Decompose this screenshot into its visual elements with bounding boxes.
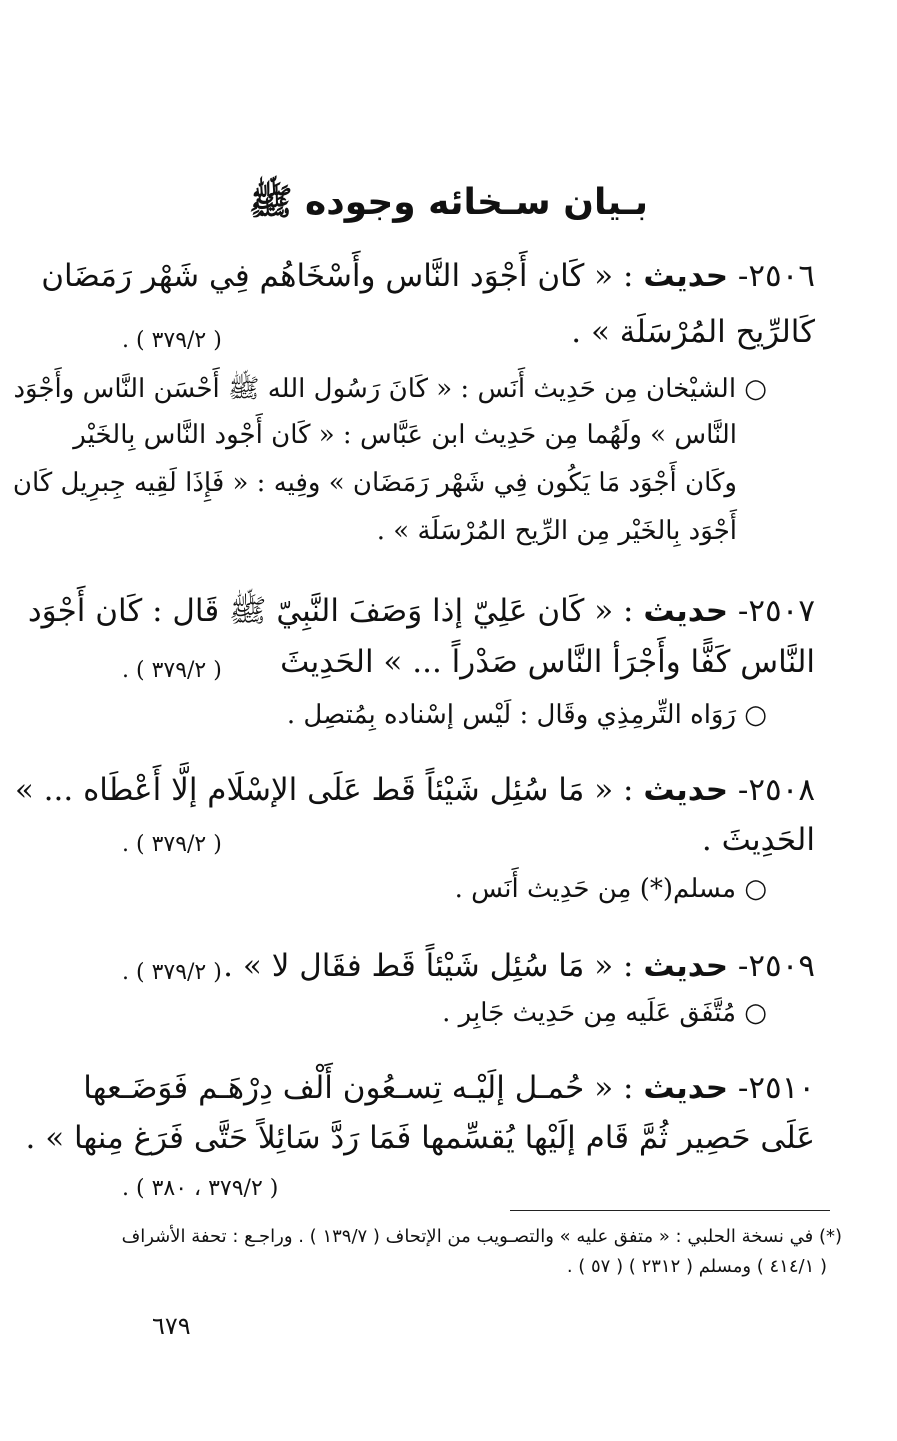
hadith-label: حديث [643, 948, 729, 984]
entry-2510-line-1 [83, 1070, 815, 1106]
entry-text: : « مَا سُئِل شَيْئاً قَط عَلَى الإسْلَام إلَّا أَعْطَاه ... » [14, 772, 634, 808]
entry-number: ٢٥١٠- [737, 1070, 815, 1106]
entry-number: ٢٥٠٦- [737, 258, 815, 294]
entry-text: : « مَا سُئِل شَيْئاً قَط فقَال لا » . [223, 948, 634, 984]
entry-2506-note-1: ○ الشيْخان مِن حَدِيث أَنَس : « كَانَ رَسُول الله ﷺ أَحْسَن النَّاس وأَجْوَد [13, 374, 767, 404]
entry-2506-line-2 [120, 314, 815, 350]
entry-text: عَلَى حَصِير ثُمَّ قَام إلَيْها يُقسِّمها فَمَا رَدَّ سَائِلاً حَتَّى فَرَغ مِنها » . [25, 1120, 815, 1156]
entry-text: : « كَان عَلِيّ إذا وَصَفَ النَّبِيّ ﷺ قَال : كَان أَجْوَد [27, 593, 634, 629]
entry-text: الحَدِيثَ . [701, 822, 815, 858]
footnote-line-2: ( ٤١٤/١ ) ومسلم ( ٢٣١٢ ) ( ٥٧ ) . [566, 1256, 827, 1277]
entry-2507-line-2 [120, 644, 815, 680]
entry-text: : « حُمـل إلَيْـه تِسـعُون أَلْف دِرْهَـم فَوَضَـعها [83, 1070, 634, 1106]
entry-text: النَّاس كَفًّا وأَجْرَأ النَّاس صَدْراً ... » الحَدِيثَ [280, 644, 815, 680]
footnote-line-1: (*) في نسخة الحلبي : « متفق عليه » والتصـويب من الإتحاف ( ١٣٩/٧ ) . وراجـع : تحفة الأشراف [121, 1226, 842, 1247]
entry-2508-line-2 [120, 822, 815, 858]
page-number: ٦٧٩ [152, 1312, 191, 1340]
entry-2507-ref: ( ٣٧٩/٢ ) . [122, 658, 222, 683]
entry-2506-note-2: النَّاس » ولَهُما مِن حَدِيث ابن عَبَّاس : « كَان أَجْود النَّاس بِالخَيْر [73, 420, 737, 450]
entry-2507-line-1 [27, 592, 815, 637]
entry-2509-ref: ( ٣٧٩/٢ ) . [122, 960, 222, 985]
entry-2509-note-1: ○ مُتَّفَق عَلَيه مِن حَدِيث جَابِر . [442, 998, 767, 1028]
entry-2508-note-1: ○ مسلم(*) مِن حَدِيث أَنَس . [454, 874, 767, 904]
footnote-rule [510, 1210, 830, 1211]
entry-2510-ref: ( ٣٧٩/٢ ، ٣٨٠ ) . [122, 1176, 279, 1201]
hadith-label: حديث [643, 772, 729, 808]
entry-number: ٢٥٠٩- [737, 948, 815, 984]
entry-2508-line-1 [14, 772, 815, 808]
entry-2507-note-1: ○ رَوَاه التِّرمِذِي وقَال : لَيْس إسْناده بِمُتصِل . [286, 700, 767, 730]
entry-number: ٢٥٠٨- [737, 772, 815, 808]
entry-2506-line-1: ٢٥٠٦- حديث : « كَان أَجْوَد النَّاس وأَسْخَاهُم فِي شَهْر رَمَضَان [41, 258, 815, 294]
entry-text: « كَان أَجْوَد النَّاس وأَسْخَاهُم فِي شَهْر رَمَضَان [41, 258, 614, 294]
hadith-label: حديث [643, 1070, 729, 1106]
hadith-label: حديث [643, 593, 729, 629]
entry-text: كَالرِّيح المُرْسَلَة » . [571, 314, 815, 350]
entry-number: ٢٥٠٧- [737, 593, 815, 629]
entry-2509-line-1 [120, 948, 815, 984]
section-title: بـيان سـخائه وجوده ﷺ [249, 182, 648, 223]
entry-2506-ref: ( ٣٧٩/٢ ) . [122, 328, 222, 353]
entry-2510-line-2 [25, 1120, 815, 1156]
hadith-label: حديث [643, 258, 729, 294]
entry-2506-note-3: وكَان أَجْوَد مَا يَكُون فِي شَهْر رَمَضَان » وفِيه : « فَإِذَا لَقِيه جِبرِيل كَان [12, 468, 737, 498]
entry-2506-note-4: أَجْوَد بِالخَيْر مِن الرِّيح المُرْسَلَة » . [376, 516, 737, 546]
entry-2508-ref: ( ٣٧٩/٢ ) . [122, 832, 222, 857]
